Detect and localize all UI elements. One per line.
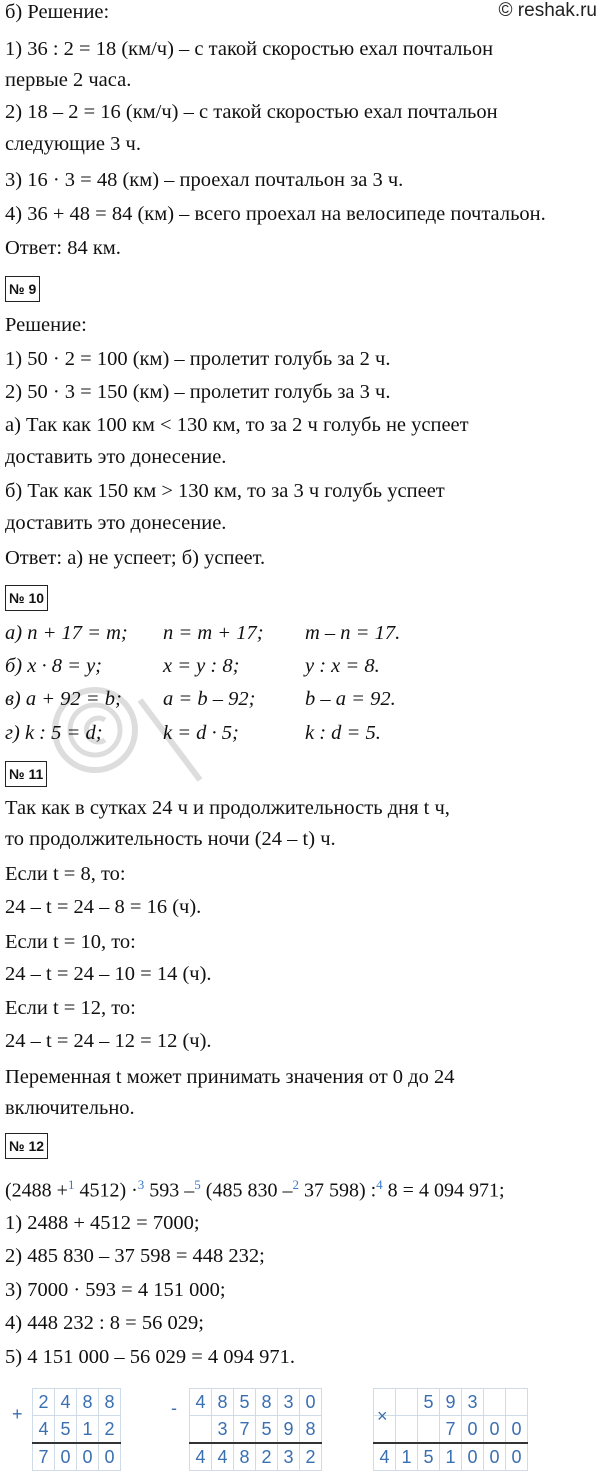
task-12-badge: № 12 bbox=[5, 1133, 48, 1159]
digit-cell: 8 bbox=[212, 1389, 234, 1416]
digit-cell: 4 bbox=[55, 1389, 77, 1416]
digit-cell: 4 bbox=[33, 1416, 55, 1444]
digit-cell: 7 bbox=[234, 1416, 256, 1444]
task-9-line: доставить это донесение. bbox=[5, 512, 227, 534]
task-11-line: Так как в сутках 24 ч и продолжительность дня t ч, bbox=[5, 797, 450, 819]
digit-cell: 2 bbox=[300, 1443, 322, 1471]
plus-sign: + bbox=[12, 1404, 23, 1424]
digit-cell: 0 bbox=[462, 1443, 484, 1471]
step-number: 2 bbox=[292, 1177, 299, 1192]
part-b-heading: б) Решение: bbox=[5, 1, 110, 23]
column-addition bbox=[6, 1388, 121, 1471]
digit-cell: 5 bbox=[418, 1389, 440, 1416]
digit-cell: 7 bbox=[33, 1443, 55, 1471]
task-9-line: б) Так как 150 км > 130 км, то за 3 ч голубь успеет bbox=[5, 480, 445, 502]
digit-cell bbox=[396, 1416, 418, 1444]
expr-part: 8 = 4 094 971; bbox=[382, 1179, 505, 1202]
task-9-answer: Ответ: а) не успеет; б) успеет. bbox=[5, 547, 266, 569]
watermark: © reshak.ru bbox=[498, 0, 597, 21]
digit-cell: 1 bbox=[77, 1416, 99, 1444]
task-11-line: 24 – t = 24 – 8 = 16 (ч). bbox=[5, 896, 202, 918]
task-12-line: 4) 448 232 : 8 = 56 029; bbox=[5, 1312, 204, 1334]
times-sign: × bbox=[377, 1406, 388, 1426]
digit-cell: 8 bbox=[99, 1389, 121, 1416]
digit-cell: 8 bbox=[256, 1389, 278, 1416]
task-12-line: 3) 7000 · 593 = 4 151 000; bbox=[5, 1279, 226, 1301]
task-10-cell: б) x · 8 = y; bbox=[5, 655, 102, 677]
column-subtraction bbox=[165, 1388, 322, 1471]
task-11-line: Если t = 12, то: bbox=[5, 997, 136, 1019]
step-number: 4 bbox=[376, 1177, 383, 1192]
part-b-line: следующие 3 ч. bbox=[5, 133, 141, 155]
task-11-badge: № 11 bbox=[5, 761, 47, 787]
part-b-answer: Ответ: 84 км. bbox=[5, 237, 121, 259]
digit-cell: 0 bbox=[55, 1443, 77, 1471]
digit-cell bbox=[396, 1389, 418, 1416]
digit-cell: 8 bbox=[234, 1443, 256, 1471]
digit-cell bbox=[190, 1416, 212, 1444]
digit-cell: 2 bbox=[33, 1389, 55, 1416]
digit-cell: 8 bbox=[300, 1416, 322, 1444]
task-10-cell: k : d = 5. bbox=[305, 722, 381, 744]
task-11-line: включительно. bbox=[5, 1097, 135, 1119]
task-11-line: 24 – t = 24 – 10 = 14 (ч). bbox=[5, 963, 212, 985]
digit-cell: 4 bbox=[212, 1443, 234, 1471]
minus-sign: - bbox=[171, 1398, 177, 1418]
task-10-badge: № 10 bbox=[5, 585, 48, 611]
task-10-cell: b – a = 92. bbox=[305, 688, 396, 710]
digit-cell bbox=[418, 1416, 440, 1444]
digit-cell: 5 bbox=[418, 1443, 440, 1471]
task-9-line: 2) 50 · 3 = 150 (км) – пролетит голубь за 3 ч. bbox=[5, 381, 391, 403]
digit-cell: 0 bbox=[506, 1416, 528, 1444]
step-number: 5 bbox=[194, 1177, 201, 1192]
task-11-line: Переменная t может принимать значения от 0 до 24 bbox=[5, 1066, 455, 1088]
digit-cell: 4 bbox=[190, 1389, 212, 1416]
task-10-cell: a = b – 92; bbox=[163, 688, 256, 710]
task-9-line: Решение: bbox=[5, 314, 87, 336]
task-11-line: 24 – t = 24 – 12 = 12 (ч). bbox=[5, 1030, 212, 1052]
digit-cell: 2 bbox=[99, 1416, 121, 1444]
task-10-cell: y : x = 8. bbox=[305, 655, 380, 677]
task-9-line: а) Так как 100 км < 130 км, то за 2 ч голубь не успеет bbox=[5, 414, 469, 436]
task-12-line: 5) 4 151 000 – 56 029 = 4 094 971. bbox=[5, 1346, 296, 1368]
digit-cell: 4 bbox=[374, 1443, 396, 1471]
digit-cell: 0 bbox=[484, 1443, 506, 1471]
expr-part: 593 – bbox=[144, 1179, 195, 1202]
column-multiplication bbox=[373, 1388, 528, 1471]
expr-part: 37 598) : bbox=[298, 1179, 377, 1202]
digit-cell: 1 bbox=[396, 1443, 418, 1471]
task-9-badge: № 9 bbox=[5, 276, 40, 302]
digit-cell: 3 bbox=[462, 1389, 484, 1416]
digit-cell: 3 bbox=[212, 1416, 234, 1444]
digit-cell: 0 bbox=[484, 1416, 506, 1444]
digit-cell bbox=[506, 1389, 528, 1416]
task-10-cell: k = d · 5; bbox=[163, 722, 239, 744]
expr-part: (485 830 – bbox=[200, 1179, 293, 1202]
part-b-line: 2) 18 – 2 = 16 (км/ч) – с такой скоростью ехал почтальон bbox=[5, 101, 498, 123]
digit-cell bbox=[484, 1389, 506, 1416]
digit-cell: 3 bbox=[278, 1389, 300, 1416]
digit-cell: 4 bbox=[190, 1443, 212, 1471]
task-9-line: доставить это донесение. bbox=[5, 446, 227, 468]
digit-cell: 2 bbox=[256, 1443, 278, 1471]
digit-cell: 8 bbox=[77, 1389, 99, 1416]
part-b-line: 1) 36 : 2 = 18 (км/ч) – с такой скоростью ехал почтальон bbox=[5, 38, 494, 60]
task-10-cell: а) n + 17 = m; bbox=[5, 622, 128, 644]
task-11-line: то продолжительность ночи (24 – t) ч. bbox=[5, 828, 336, 850]
task-12-line: 1) 2488 + 4512 = 7000; bbox=[5, 1212, 200, 1234]
task-10-cell: г) k : 5 = d; bbox=[5, 722, 103, 744]
task-10-cell: m – n = 17. bbox=[305, 622, 401, 644]
digit-cell: 5 bbox=[234, 1389, 256, 1416]
step-number: 1 bbox=[67, 1177, 75, 1192]
task-12-expression bbox=[5, 1173, 505, 1203]
step-number: 3 bbox=[137, 1177, 145, 1192]
digit-cell: 5 bbox=[256, 1416, 278, 1444]
digit-cell: 9 bbox=[440, 1389, 462, 1416]
expr-part: 4512) · bbox=[74, 1179, 138, 1202]
task-11-line: Если t = 8, то: bbox=[5, 863, 126, 885]
digit-cell: 7 bbox=[440, 1416, 462, 1444]
expr-part: (2488 + bbox=[5, 1179, 68, 1202]
task-10-cell: x = y : 8; bbox=[163, 655, 240, 677]
digit-cell: 1 bbox=[440, 1443, 462, 1471]
digit-cell: 0 bbox=[99, 1443, 121, 1471]
digit-cell: 0 bbox=[77, 1443, 99, 1471]
digit-cell: 5 bbox=[55, 1416, 77, 1444]
digit-cell: 9 bbox=[278, 1416, 300, 1444]
task-11-line: Если t = 10, то: bbox=[5, 931, 136, 953]
task-10-cell: в) a + 92 = b; bbox=[5, 688, 122, 710]
part-b-line: 4) 36 + 48 = 84 (км) – всего проехал на велосипеде почтальон. bbox=[5, 203, 546, 225]
digit-cell: 3 bbox=[278, 1443, 300, 1471]
part-b-line: первые 2 часа. bbox=[5, 69, 132, 91]
digit-cell: 0 bbox=[300, 1389, 322, 1416]
digit-cell: 0 bbox=[506, 1443, 528, 1471]
task-10-cell: n = m + 17; bbox=[163, 622, 264, 644]
task-9-line: 1) 50 · 2 = 100 (км) – пролетит голубь за 2 ч. bbox=[5, 348, 391, 370]
part-b-line: 3) 16 · 3 = 48 (км) – проехал почтальон за 3 ч. bbox=[5, 169, 404, 191]
digit-cell: 0 bbox=[462, 1416, 484, 1444]
task-12-line: 2) 485 830 – 37 598 = 448 232; bbox=[5, 1245, 265, 1267]
